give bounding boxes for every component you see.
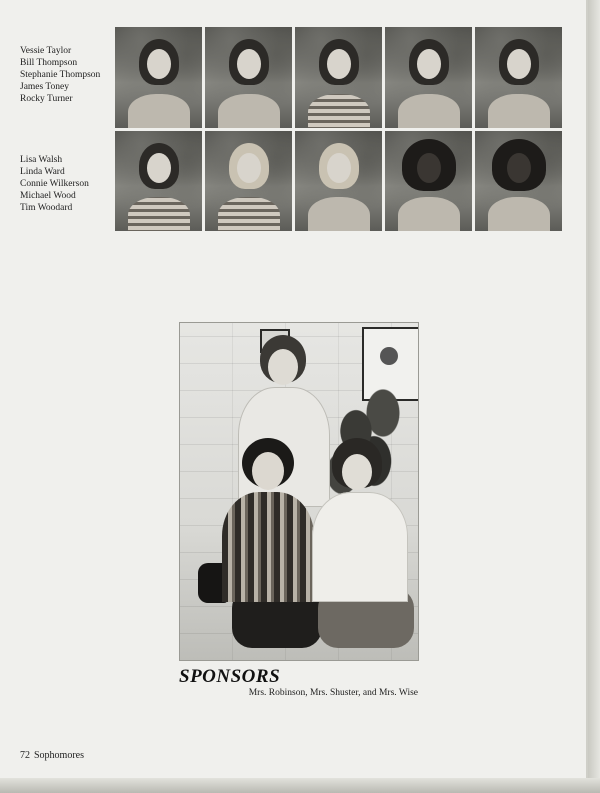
sponsors-photo xyxy=(180,323,418,660)
student-portrait xyxy=(205,27,292,128)
section-name: Sophomores xyxy=(34,750,84,761)
page-edge xyxy=(0,778,600,793)
student-name: Bill Thompson xyxy=(20,58,78,68)
student-name: Rocky Turner xyxy=(20,94,73,104)
name-list-row-2 xyxy=(20,154,130,214)
sponsors-heading: SPONSORS xyxy=(179,666,281,687)
portrait-grid xyxy=(115,27,562,231)
student-name: Connie Wilkerson xyxy=(20,179,89,189)
student-name: Vessie Taylor xyxy=(20,46,72,56)
student-name: Linda Ward xyxy=(20,167,65,177)
student-portrait xyxy=(385,27,472,128)
name-list-row-1 xyxy=(20,45,130,105)
student-portrait xyxy=(475,27,562,128)
sponsor-seated-right xyxy=(312,438,416,653)
page-edge xyxy=(588,0,600,793)
student-portrait xyxy=(205,131,292,232)
student-portrait xyxy=(295,27,382,128)
student-portrait xyxy=(295,131,382,232)
student-name: Lisa Walsh xyxy=(20,155,63,165)
student-portrait xyxy=(385,131,472,232)
student-name: Tim Woodard xyxy=(20,203,73,213)
page-number: 72 xyxy=(20,750,30,761)
sponsor-seated-left xyxy=(222,438,326,653)
student-portrait xyxy=(115,131,202,232)
student-name: Stephanie Thompson xyxy=(20,70,101,80)
student-name: Michael Wood xyxy=(20,191,76,201)
sponsors-caption: Mrs. Robinson, Mrs. Shuster, and Mrs. Wise xyxy=(248,688,418,698)
student-name: James Toney xyxy=(20,82,70,92)
page-footer xyxy=(20,750,88,761)
student-portrait xyxy=(115,27,202,128)
student-portrait xyxy=(475,131,562,232)
